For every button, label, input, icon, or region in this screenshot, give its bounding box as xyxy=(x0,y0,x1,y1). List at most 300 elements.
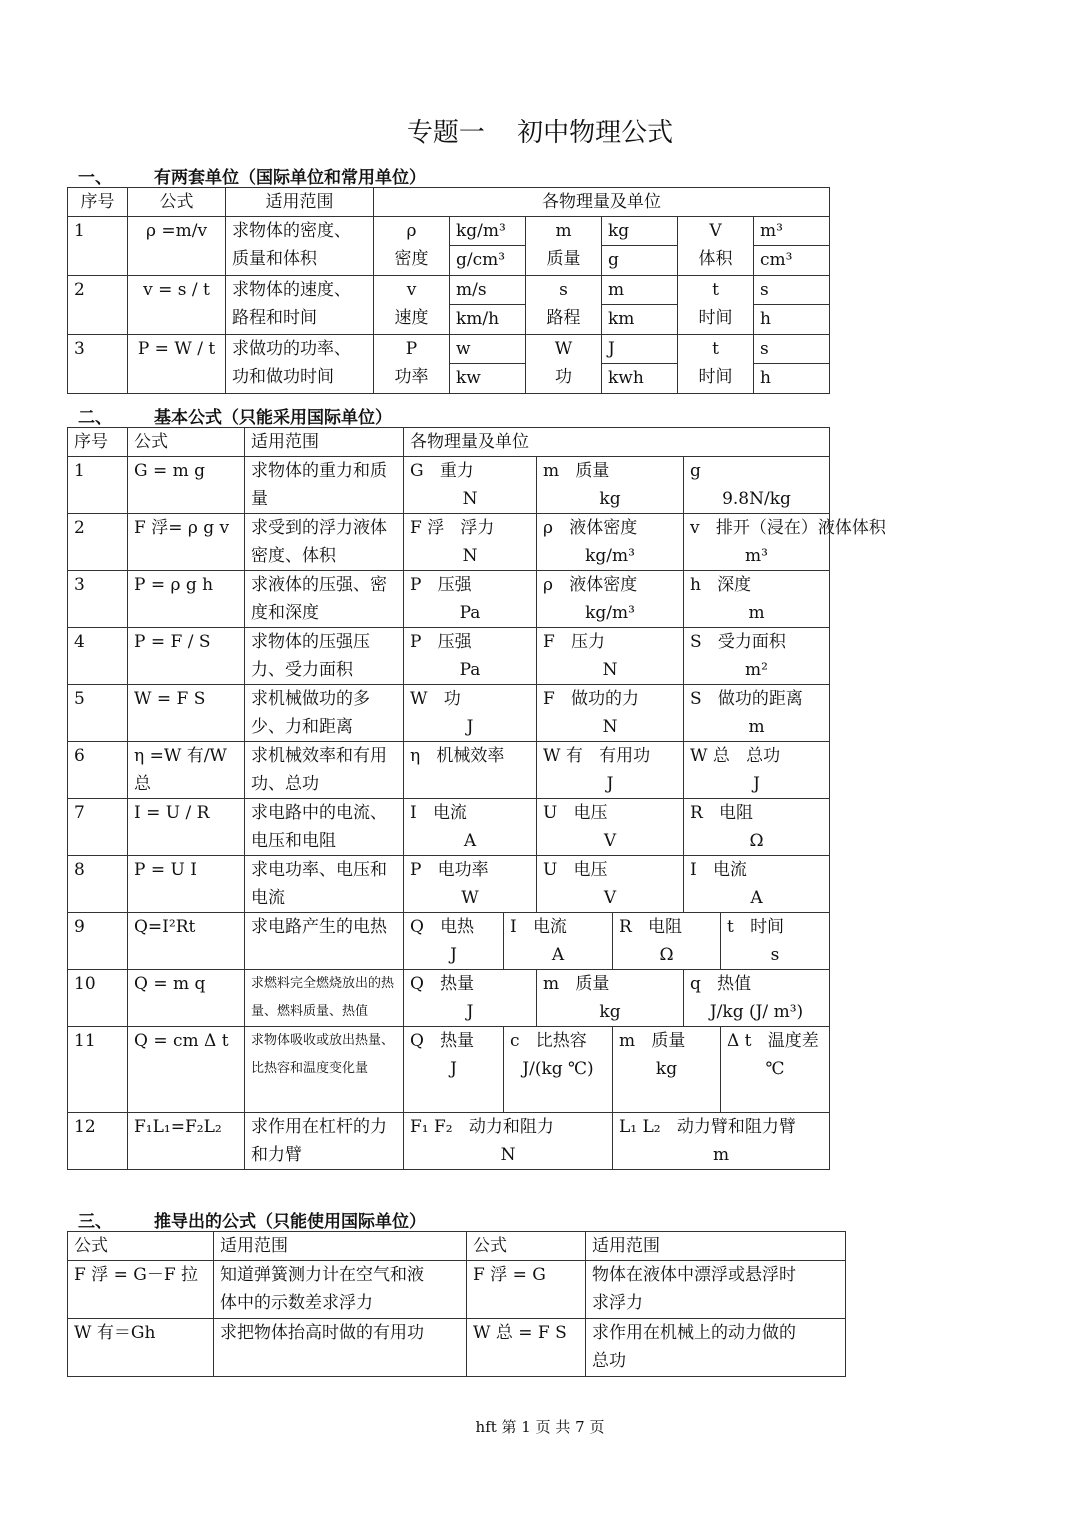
quantity-name: 电流 xyxy=(532,917,567,937)
quantity-label xyxy=(410,1113,606,1141)
quantity-name: 做功的距离 xyxy=(717,689,803,709)
quantity-label xyxy=(690,685,823,713)
quantity-unit: J xyxy=(606,774,614,794)
quantity-symbol: m xyxy=(543,461,560,481)
quantity-name: 压强 xyxy=(437,575,472,595)
quantity-unit: A xyxy=(551,945,565,965)
unit-si: kg xyxy=(602,217,678,246)
header-no: 序号 xyxy=(68,428,128,457)
quantity-label xyxy=(690,970,823,998)
quantity-unit: m xyxy=(748,603,765,623)
quantity-symbol: m xyxy=(619,1031,636,1051)
quantity xyxy=(374,276,450,335)
quantity-name: 时间 xyxy=(698,308,733,328)
scope: 求电路中的电流、电压和电阻 xyxy=(245,799,404,856)
quantity-name: 液体密度 xyxy=(569,575,638,595)
quantity xyxy=(721,913,830,970)
cell-text: 求物体的速度、 xyxy=(232,280,351,300)
quantity-symbol: R xyxy=(619,917,632,937)
quantity-name: 功 xyxy=(555,367,572,387)
quantity xyxy=(684,742,830,799)
quantity-symbol: s xyxy=(559,280,568,300)
table-row xyxy=(68,685,830,742)
quantity-symbol: t xyxy=(727,917,734,937)
quantity-symbol: U xyxy=(543,803,558,823)
cell-text: 求作用在机械上的动力做的 xyxy=(592,1323,796,1343)
unit-common: kw xyxy=(450,364,526,394)
quantity-symbol: W 总 xyxy=(690,746,730,766)
quantity-label xyxy=(690,799,823,827)
cell-text: 知道弹簧测力计在空气和液 xyxy=(220,1265,424,1285)
row-number: 3 xyxy=(68,571,128,628)
quantity-name: 电流 xyxy=(712,860,747,880)
table-row xyxy=(68,571,830,628)
formula: Q=I²Rt xyxy=(128,913,245,970)
quantity-name: 浮力 xyxy=(460,518,495,538)
quantity-label xyxy=(690,514,886,542)
section-label: 基本公式（只能采用国际单位） xyxy=(154,408,392,428)
quantity-symbol: ρ xyxy=(543,575,553,595)
quantity-symbol: F 浮 xyxy=(410,518,445,538)
quantity-label xyxy=(619,913,714,941)
formula: I = U / R xyxy=(128,799,245,856)
scope xyxy=(226,217,374,276)
formula: P = W / t xyxy=(128,335,226,394)
quantity-name: 质量 xyxy=(575,974,610,994)
quantity xyxy=(404,1027,504,1113)
quantity-unit: J/kg (J/ m³) xyxy=(709,1002,804,1022)
quantity-unit: m³ xyxy=(745,546,768,566)
unit-si: s xyxy=(754,276,830,305)
quantity-label xyxy=(410,970,530,998)
quantity xyxy=(678,335,754,394)
quantity-unit: J xyxy=(753,774,760,794)
quantity xyxy=(504,1027,613,1113)
quantity xyxy=(526,335,602,394)
quantity-label xyxy=(543,514,677,542)
table-row xyxy=(68,1261,846,1319)
row-number: 5 xyxy=(68,685,128,742)
cell-text: 总功 xyxy=(592,1351,626,1371)
scope xyxy=(214,1319,467,1377)
quantity-symbol: F xyxy=(543,632,555,652)
quantity xyxy=(537,457,684,514)
quantity-symbol: P xyxy=(410,860,422,880)
header-scope: 适用范围 xyxy=(586,1232,846,1261)
quantity xyxy=(404,628,537,685)
quantity xyxy=(404,742,537,799)
row-number: 6 xyxy=(68,742,128,799)
row-number: 9 xyxy=(68,913,128,970)
row-number: 2 xyxy=(68,276,128,335)
header-formula: 公式 xyxy=(467,1232,586,1261)
quantity-symbol: v xyxy=(406,280,417,300)
cell-text: 物体在液体中漂浮或悬浮时 xyxy=(592,1265,796,1285)
page-title xyxy=(0,112,1080,149)
table-two-unit-systems xyxy=(67,187,830,394)
quantity-unit: 9.8N/kg xyxy=(722,489,791,509)
quantity-unit: N xyxy=(500,1145,516,1165)
quantity-label xyxy=(543,628,677,656)
quantity xyxy=(721,1027,830,1113)
quantity-symbol: Q xyxy=(410,1031,424,1051)
quantity-unit: Ω xyxy=(659,945,674,965)
row-number: 12 xyxy=(68,1113,128,1170)
quantity-symbol: V xyxy=(709,221,722,241)
quantity xyxy=(537,685,684,742)
scope: 求物体的重力和质量 xyxy=(245,457,404,514)
header-scope: 适用范围 xyxy=(245,428,404,457)
quantity-name: 机械效率 xyxy=(436,746,505,766)
unit-common: h xyxy=(754,305,830,335)
header-quantities: 各物理量及单位 xyxy=(404,428,830,457)
quantity xyxy=(684,856,830,913)
quantity xyxy=(678,276,754,335)
quantity-name: 体积 xyxy=(698,249,733,269)
quantity-symbol: ρ xyxy=(543,518,553,538)
quantity-label xyxy=(727,1027,823,1055)
quantity xyxy=(526,276,602,335)
quantity-name: 速度 xyxy=(394,308,429,328)
section-2-heading xyxy=(78,403,392,428)
quantity-name: 时间 xyxy=(698,367,733,387)
unit-common: h xyxy=(754,364,830,394)
table-row xyxy=(68,335,830,364)
table-row xyxy=(68,970,830,1027)
quantity xyxy=(374,335,450,394)
quantity-name: 总功 xyxy=(746,746,781,766)
quantity-symbol: R xyxy=(690,803,703,823)
row-number: 1 xyxy=(68,457,128,514)
quantity xyxy=(404,514,537,571)
quantity-symbol: m xyxy=(555,221,572,241)
unit-si: m/s xyxy=(450,276,526,305)
quantity-label xyxy=(543,799,677,827)
quantity-unit: N xyxy=(602,660,618,680)
formula: P = U I xyxy=(128,856,245,913)
quantity-unit: J xyxy=(466,717,474,737)
quantity-label xyxy=(510,913,606,941)
quantity-symbol: I xyxy=(410,803,417,823)
quantity-symbol: F₁ F₂ xyxy=(410,1117,453,1137)
quantity-label xyxy=(543,685,677,713)
scope: 求电路产生的电热 xyxy=(245,913,404,970)
quantity-unit: J xyxy=(450,1059,457,1079)
quantity-name: 排开（浸在）液体体积 xyxy=(715,518,886,538)
row-number: 7 xyxy=(68,799,128,856)
section-number: 一、 xyxy=(78,168,112,188)
formula: W 总 = F S xyxy=(467,1319,586,1377)
table-row xyxy=(68,457,830,514)
quantity-unit: J xyxy=(466,1002,474,1022)
quantity-name: 动力臂和阻力臂 xyxy=(676,1117,796,1137)
formula: Q = cm Δ t xyxy=(128,1027,245,1113)
quantity-unit: N xyxy=(462,489,478,509)
quantity-name: 功 xyxy=(443,689,461,709)
scope: 求电功率、电压和电流 xyxy=(245,856,404,913)
quantity-name: 时间 xyxy=(750,917,785,937)
quantity-unit: kg/m³ xyxy=(585,546,635,566)
quantity-name: 热量 xyxy=(440,974,475,994)
quantity-name: 热值 xyxy=(717,974,752,994)
table-basic-formulas xyxy=(67,427,886,1170)
quantity xyxy=(537,628,684,685)
unit-si: kg/m³ xyxy=(450,217,526,246)
quantity-label xyxy=(690,628,823,656)
quantity xyxy=(684,514,886,571)
quantity-label xyxy=(410,457,530,485)
quantity-symbol: P xyxy=(410,575,422,595)
quantity-name: 比热容 xyxy=(535,1031,587,1051)
cell-text: 体中的示数差求浮力 xyxy=(220,1293,373,1313)
quantity-name: 密度 xyxy=(394,249,429,269)
quantity-symbol: P xyxy=(410,632,422,652)
table-row xyxy=(68,1113,830,1170)
quantity-name: 功率 xyxy=(394,367,429,387)
quantity-unit: kg xyxy=(655,1059,678,1079)
quantity xyxy=(404,1113,613,1170)
quantity-symbol: h xyxy=(690,575,701,595)
quantity-unit: A xyxy=(750,888,763,908)
section-3-heading xyxy=(78,1207,426,1232)
row-number: 11 xyxy=(68,1027,128,1113)
quantity xyxy=(678,217,754,276)
quantity-unit: kg/m³ xyxy=(585,603,635,623)
quantity-name: 做功的力 xyxy=(571,689,640,709)
quantity-name: 压力 xyxy=(571,632,606,652)
quantity-symbol: W 有 xyxy=(543,746,583,766)
row-number: 10 xyxy=(68,970,128,1027)
formula: ρ =m/v xyxy=(128,217,226,276)
quantity xyxy=(404,856,537,913)
formula: P = F / S xyxy=(128,628,245,685)
cell-text xyxy=(220,1347,460,1375)
cell-text: 路程和时间 xyxy=(232,308,317,328)
section-number: 二、 xyxy=(78,408,112,428)
scope: 求机械做功的多少、力和距离 xyxy=(245,685,404,742)
unit-si: m xyxy=(602,276,678,305)
header-formula: 公式 xyxy=(128,188,226,217)
scope xyxy=(586,1261,846,1319)
quantity-label xyxy=(619,1113,823,1141)
quantity xyxy=(537,742,684,799)
section-number: 三、 xyxy=(78,1212,112,1232)
quantity-unit: W xyxy=(461,888,479,908)
row-number: 2 xyxy=(68,514,128,571)
quantity-name: 动力和阻力 xyxy=(468,1117,554,1137)
unit-common: km/h xyxy=(450,305,526,335)
quantity-symbol: S xyxy=(690,689,702,709)
quantity xyxy=(404,970,537,1027)
unit-si: s xyxy=(754,335,830,364)
quantity-unit: Pa xyxy=(459,660,481,680)
quantity xyxy=(537,514,684,571)
quantity-name: 质量 xyxy=(651,1031,686,1051)
scope xyxy=(586,1319,846,1377)
quantity-symbol: W xyxy=(554,339,573,359)
table-row xyxy=(68,514,830,571)
quantity xyxy=(537,970,684,1027)
quantity xyxy=(404,685,537,742)
title-part1: 专题一 xyxy=(406,118,485,148)
quantity-symbol: v xyxy=(690,518,700,538)
cell-text: 求把物体抬高时做的有用功 xyxy=(220,1323,424,1343)
quantity-unit: J/(kg ℃) xyxy=(522,1059,594,1079)
formula: F 浮 = G xyxy=(467,1261,586,1319)
table-row xyxy=(68,628,830,685)
table-row xyxy=(68,799,830,856)
quantity-label xyxy=(543,856,677,884)
table-row xyxy=(68,913,830,970)
cell-text: 求物体的密度、 xyxy=(232,221,351,241)
section-1-heading xyxy=(78,163,426,188)
quantity-label xyxy=(690,457,823,485)
table-row xyxy=(68,276,830,305)
formula: Q = m q xyxy=(128,970,245,1027)
quantity-symbol: Q xyxy=(410,974,424,994)
quantity-symbol: m xyxy=(543,974,560,994)
quantity xyxy=(684,799,830,856)
table-row xyxy=(68,1319,846,1377)
quantity-symbol: Δ t xyxy=(727,1031,752,1051)
scope: 求物体的压强压力、受力面积 xyxy=(245,628,404,685)
unit-common: g xyxy=(602,246,678,276)
scope xyxy=(226,276,374,335)
formula: P = ρ g h xyxy=(128,571,245,628)
formula: G = m g xyxy=(128,457,245,514)
formula: W = F S xyxy=(128,685,245,742)
quantity xyxy=(404,913,504,970)
quantity-label xyxy=(410,742,530,770)
quantity-name: 压强 xyxy=(437,632,472,652)
quantity-label xyxy=(543,742,677,770)
row-number: 8 xyxy=(68,856,128,913)
quantity-unit: m xyxy=(748,717,765,737)
quantity xyxy=(684,970,830,1027)
quantity-label xyxy=(543,571,677,599)
header-formula: 公式 xyxy=(68,1232,214,1261)
quantity-label xyxy=(410,628,530,656)
quantity-label xyxy=(410,856,530,884)
quantity-symbol: t xyxy=(712,339,719,359)
quantity xyxy=(374,217,450,276)
quantity-label xyxy=(727,913,823,941)
quantity-label xyxy=(543,970,677,998)
scope: 求燃料完全燃烧放出的热量、燃料质量、热值 xyxy=(245,970,404,1027)
quantity-name: 电流 xyxy=(432,803,467,823)
quantity-unit: s xyxy=(770,945,780,965)
quantity-name: 电阻 xyxy=(719,803,754,823)
cell-text: 质量和体积 xyxy=(232,249,317,269)
quantity-unit: N xyxy=(462,546,478,566)
quantity-label xyxy=(619,1027,714,1055)
quantity-symbol: η xyxy=(410,746,421,766)
quantity-name: 质量 xyxy=(575,461,610,481)
quantity xyxy=(684,628,830,685)
quantity-label xyxy=(410,514,530,542)
cell-text: 功和做功时间 xyxy=(232,367,334,387)
quantity-label xyxy=(510,1027,606,1055)
cell-text: 求浮力 xyxy=(592,1293,643,1313)
quantity-symbol: S xyxy=(690,632,702,652)
quantity-label xyxy=(690,742,823,770)
quantity-unit: J xyxy=(450,945,457,965)
quantity-label xyxy=(410,685,530,713)
quantity-symbol: W xyxy=(410,689,428,709)
table-derived-formulas xyxy=(67,1231,846,1377)
unit-common: g/cm³ xyxy=(450,246,526,276)
quantity-unit: V xyxy=(603,831,617,851)
scope: 求作用在杠杆的力和力臂 xyxy=(245,1113,404,1170)
section-label: 有两套单位（国际单位和常用单位） xyxy=(154,168,426,188)
quantity xyxy=(537,799,684,856)
quantity-unit: m² xyxy=(745,660,768,680)
quantity xyxy=(526,217,602,276)
scope xyxy=(226,335,374,394)
header-no: 序号 xyxy=(68,188,128,217)
formula: η =W 有/W 总 xyxy=(128,742,245,799)
quantity-name: 受力面积 xyxy=(717,632,786,652)
section-label: 推导出的公式（只能使用国际单位） xyxy=(154,1212,426,1232)
quantity xyxy=(613,913,721,970)
quantity-label xyxy=(690,571,823,599)
quantity-name: 电压 xyxy=(573,803,608,823)
title-part2: 初中物理公式 xyxy=(517,118,674,148)
quantity-label xyxy=(410,913,497,941)
quantity-name: 温度差 xyxy=(767,1031,819,1051)
header-quantities: 各物理量及单位 xyxy=(374,188,830,217)
quantity xyxy=(684,457,830,514)
header-formula: 公式 xyxy=(128,428,245,457)
quantity-symbol: Q xyxy=(410,917,424,937)
quantity-symbol: c xyxy=(510,1031,520,1051)
quantity-symbol: I xyxy=(510,917,517,937)
quantity-name: 电热 xyxy=(440,917,475,937)
quantity-name: 重力 xyxy=(439,461,474,481)
quantity-name: 电功率 xyxy=(437,860,489,880)
quantity-unit: Ω xyxy=(749,831,764,851)
quantity xyxy=(684,685,830,742)
quantity-name: 电阻 xyxy=(648,917,683,937)
formula: W 有＝Gh xyxy=(68,1319,214,1377)
unit-common: cm³ xyxy=(754,246,830,276)
quantity-unit: A xyxy=(463,831,477,851)
quantity-symbol: ρ xyxy=(406,221,417,241)
quantity-name: 质量 xyxy=(546,249,581,269)
quantity-name: 路程 xyxy=(546,308,581,328)
quantity-symbol: G xyxy=(410,461,424,481)
row-number: 4 xyxy=(68,628,128,685)
quantity-symbol: P xyxy=(405,339,418,359)
header-scope: 适用范围 xyxy=(214,1232,467,1261)
quantity-unit: kg xyxy=(599,1002,621,1022)
row-number: 3 xyxy=(68,335,128,394)
quantity-symbol: g xyxy=(690,461,701,481)
formula: F₁L₁=F₂L₂ xyxy=(128,1113,245,1170)
quantity-symbol: U xyxy=(543,860,558,880)
scope xyxy=(214,1261,467,1319)
page-footer: hft 第 1 页 共 7 页 xyxy=(475,1418,605,1436)
unit-si: m³ xyxy=(754,217,830,246)
quantity-name: 热量 xyxy=(440,1031,475,1051)
formula: v = s / t xyxy=(128,276,226,335)
quantity-name: 深度 xyxy=(717,575,752,595)
quantity-label xyxy=(543,457,677,485)
table-row xyxy=(68,742,830,799)
header-scope: 适用范围 xyxy=(226,188,374,217)
quantity-unit: ℃ xyxy=(765,1059,785,1079)
quantity-unit: V xyxy=(603,888,617,908)
